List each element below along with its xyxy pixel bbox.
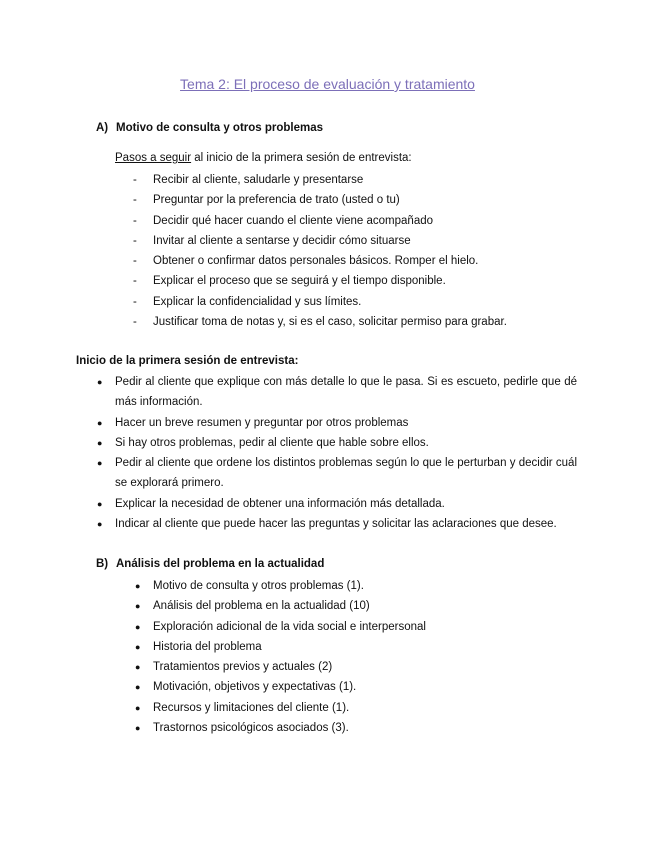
- list-item: [135, 576, 426, 596]
- list-marker: ●: [97, 519, 103, 530]
- list-item: [135, 596, 426, 616]
- section-a-intro: [115, 152, 412, 164]
- section-b-list: [135, 576, 426, 738]
- list-item: [133, 312, 507, 332]
- inicio-heading: Inicio de la primera sesión de entrevista:: [76, 355, 299, 367]
- list-item-text: Recibir al cliente, saludarle y presentarse: [153, 174, 364, 186]
- list-item: [135, 617, 426, 637]
- list-marker: ●: [135, 581, 141, 591]
- list-marker: ●: [97, 377, 103, 387]
- intro-rest: al inicio de la primera sesión de entrevista:: [191, 152, 412, 164]
- list-item: [135, 698, 426, 718]
- list-item-text: Exploración adicional de la vida social e interpersonal: [153, 620, 426, 633]
- list-marker: ●: [135, 621, 141, 632]
- list-item: [135, 657, 426, 677]
- list-marker: ●: [135, 723, 141, 734]
- list-marker: ●: [97, 437, 103, 448]
- list-item: [97, 372, 577, 413]
- list-item: [135, 637, 426, 657]
- list-marker: ●: [135, 662, 141, 673]
- list-item: [133, 190, 507, 210]
- list-item-text: Motivo de consulta y otros problemas (1).: [153, 580, 364, 592]
- list-marker: -: [133, 316, 137, 329]
- section-a-heading: [96, 122, 323, 134]
- list-item: [97, 453, 577, 494]
- list-item-text: Pedir al cliente que explique con más detalle lo que le pasa. Si es escueto, pedirle que dé más información.: [115, 376, 577, 409]
- list-item: [135, 677, 426, 697]
- list-item: [97, 514, 577, 534]
- list-item-text: Preguntar por la preferencia de trato (usted o tu): [153, 194, 400, 207]
- list-item-text: Trastornos psicológicos asociados (3).: [153, 722, 349, 735]
- list-item: [97, 494, 577, 514]
- list-marker: ●: [97, 417, 103, 428]
- list-item-text: Justificar toma de notas y, si es el caso, solicitar permiso para grabar.: [153, 316, 507, 329]
- list-marker: -: [133, 255, 137, 268]
- list-item-text: Explicar la confidencialidad y sus límites.: [153, 295, 362, 308]
- list-marker: ●: [135, 641, 141, 652]
- section-b-title: Análisis del problema en la actualidad: [116, 558, 325, 570]
- list-marker: ●: [97, 498, 103, 509]
- list-item: [97, 413, 577, 433]
- inicio-list: [97, 372, 577, 534]
- list-marker: -: [133, 214, 137, 227]
- list-item-text: Invitar al cliente a sentarse y decidir cómo situarse: [153, 234, 411, 247]
- section-b-letter: B): [96, 558, 109, 570]
- list-item-text: Indicar al cliente que puede hacer las preguntas y solicitar las aclaraciones que desee.: [115, 518, 557, 531]
- list-marker: ●: [97, 458, 103, 469]
- list-item: [133, 271, 507, 291]
- section-a-letter: A): [96, 122, 109, 134]
- list-marker: -: [133, 174, 137, 186]
- list-item-text: Hacer un breve resumen y preguntar por otros problemas: [115, 416, 409, 429]
- list-item-text: Decidir qué hacer cuando el cliente viene acompañado: [153, 214, 434, 227]
- section-a-title: Motivo de consulta y otros problemas: [116, 122, 324, 134]
- list-marker: -: [133, 275, 137, 288]
- list-marker: -: [133, 234, 137, 247]
- intro-underlined: Pasos a seguir: [115, 152, 192, 164]
- list-item-text: Explicar la necesidad de obtener una información más detallada.: [115, 497, 445, 510]
- list-item-text: Historia del problema: [153, 640, 262, 653]
- list-item-text: Recursos y limitaciones del cliente (1).: [153, 701, 350, 714]
- document-title: Tema 2: El proceso de evaluación y tratamiento: [180, 76, 475, 92]
- list-item: [133, 170, 507, 190]
- list-item-text: Obtener o confirmar datos personales básicos. Romper el hielo.: [153, 255, 479, 268]
- list-marker: ●: [135, 601, 141, 612]
- list-item-text: Si hay otros problemas, pedir al cliente que hable sobre ellos.: [115, 436, 429, 449]
- list-item-text: Motivación, objetivos y expectativas (1).: [153, 681, 357, 694]
- list-marker: -: [133, 194, 137, 207]
- list-item-text: Explicar el proceso que se seguirá y el tiempo disponible.: [153, 275, 446, 288]
- list-item-text: Análisis del problema en la actualidad (10): [153, 600, 370, 613]
- list-item: [133, 211, 507, 231]
- list-marker: -: [133, 295, 137, 308]
- list-item-text: Tratamientos previos y actuales (2): [153, 661, 333, 674]
- section-a-list: [133, 170, 507, 332]
- list-marker: ●: [135, 682, 141, 693]
- list-item: [133, 251, 507, 271]
- list-item-text: Pedir al cliente que ordene los distintos problemas según lo que le perturban y decidir cuál se explorará primero.: [115, 457, 577, 490]
- section-b-heading: [96, 558, 324, 570]
- list-item: [135, 718, 426, 738]
- list-item: [133, 292, 507, 312]
- list-item: [133, 231, 507, 251]
- list-marker: ●: [135, 702, 141, 713]
- list-item: [97, 433, 577, 453]
